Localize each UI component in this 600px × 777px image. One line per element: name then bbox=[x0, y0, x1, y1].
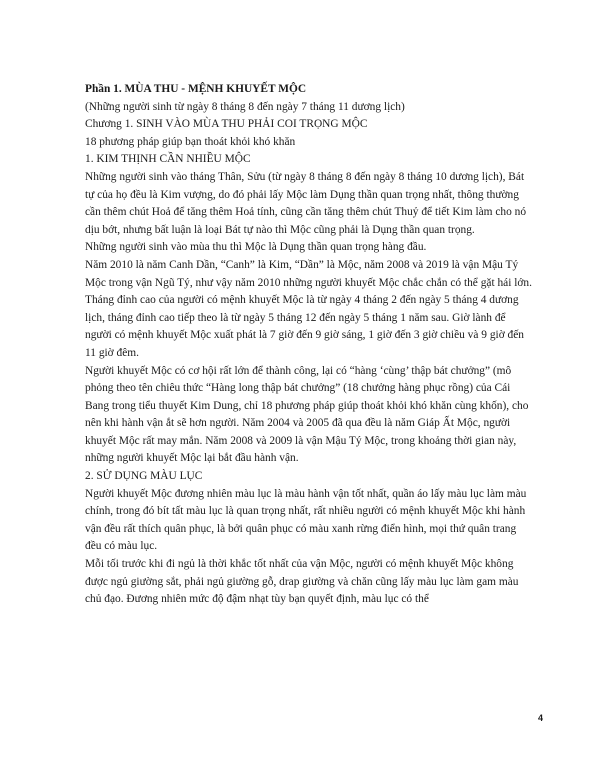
section-heading: 2. SỬ DỤNG MÀU LỤC bbox=[85, 470, 203, 483]
paragraph: Những người sinh vào tháng Thân, Sửu (từ ngày 8 tháng 8 đến ngày 8 tháng 10 dương lịch), Bát tự của họ đều là Kim vượng, do đó phải lấy Mộc làm Dụng thần quan trọng nhất, thông thường cần thêm chút Hoả để tăng thêm Hoả tính, cũng cần tăng thêm chút Thuỷ để tiết Kim làm cho nó dịu bớt, nhưng bất luận là loại Bát tự nào thì Mộc cũng phải là Dụng thần quan trọng. bbox=[85, 170, 527, 236]
date-range: (Những người sinh từ ngày 8 tháng 8 đến ngày 7 tháng 11 dương lịch) bbox=[85, 100, 405, 113]
paragraph: Người khuyết Mộc đương nhiên màu lục là màu hành vận tốt nhất, quần áo lấy màu lục làm màu chính, trong đó bít tất màu lục là quan trọng nhất, rất nhiều người có mệnh khuyết Mộc khi hành vận đều rất thích quân phục, là bởi quân phục có màu xanh rừng điển hình, mọi thứ quân trang đều có màu lục. bbox=[85, 487, 527, 553]
part-title: Phần 1. MÙA THU - MỆNH KHUYẾT MỘC bbox=[85, 83, 307, 95]
paragraph: Tháng đỉnh cao của người có mệnh khuyết Mộc là từ ngày 4 tháng 2 đến ngày 5 tháng 4 dương lịch, tháng đỉnh cao tiếp theo là từ ngày 5 tháng 12 đến ngày 5 tháng 1 năm sau. Giờ lành để người có mệnh khuyết Mộc xuất phát là 7 giờ đến 9 giờ sáng, 1 giờ đến 3 giờ chiều và 9 giờ đến 11 giờ đêm. bbox=[85, 294, 525, 359]
section-heading: 1. KIM THỊNH CẦN NHIỀU MỘC bbox=[85, 153, 251, 166]
subtitle: 18 phương pháp giúp bạn thoát khỏi khó khăn bbox=[85, 135, 296, 148]
document-page bbox=[85, 81, 533, 609]
paragraph: Những người sinh vào mùa thu thì Mộc là Dụng thần quan trọng hàng đầu. bbox=[85, 241, 427, 254]
paragraph: Năm 2010 là năm Canh Dần, “Canh” là Kim, “Dần” là Mộc, năm 2008 và 2019 là vận Mậu Tý Mộc trong vận Ngũ Tý, như vậy năm 2010 những người khuyết Mộc chắc chắn có thể gặt hái lớn. bbox=[85, 258, 532, 289]
paragraph: Người khuyết Mộc có cơ hội rất lớn để thành công, lại có “hàng ‘cùng’ thập bát chưởng” (mô phỏng theo tên chiêu thức “Hàng long thập bát chưởng” (18 chưởng hàng phục rồng) của Cái Bang trong tiểu thuyết Kim Dung, chỉ 18 phương pháp giúp thoát khỏi khó khăn cùng khốn), cho nên khi hành vận ắt sẽ hơn người. Năm 2004 và 2005 đã qua đều là năm Giáp Ất Mộc, người khuyết Mộc rất may mắn. Năm 2008 và 2009 là vận Mậu Tý Mộc, trong khoảng thời gian này, những người khuyết Mộc lại bắt đầu hành vận. bbox=[85, 364, 529, 465]
chapter-title: Chương 1. SINH VÀO MÙA THU PHẢI COI TRỌNG MỘC bbox=[85, 118, 368, 131]
paragraph: Mỗi tối trước khi đi ngủ là thời khắc tốt nhất của vận Mộc, người có mệnh khuyết Mộc không được ngủ giường sắt, phải ngủ giường gỗ, drap giường và chăn cũng lấy màu lục làm gam màu chủ đạo. Đương nhiên mức độ đậm nhạt tùy bạn quyết định, màu lục có thể bbox=[85, 558, 519, 606]
page-number: 4 bbox=[538, 713, 544, 723]
